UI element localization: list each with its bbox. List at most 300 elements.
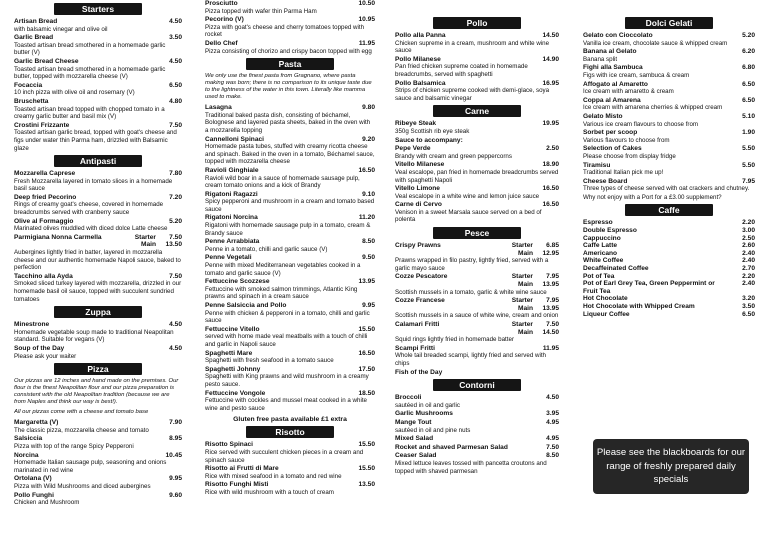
item-description: Chicken and Mushroom: [14, 499, 80, 507]
size-main-label: Main: [517, 328, 533, 336]
section-title-antipasti: Antipasti: [54, 155, 142, 167]
item-price: 8.50: [362, 238, 375, 246]
item-name: Fettuccine Vongole: [205, 389, 266, 397]
item-name: Cannelloni Spinaci: [205, 135, 264, 143]
item-name: Dello Chef: [205, 39, 238, 47]
menu-item: [14, 321, 182, 344]
item-name: Deep fried Pecorino: [14, 193, 77, 201]
menu-item: [395, 32, 559, 55]
item-name: Prosciutto: [205, 0, 238, 7]
menu-column-2: [205, 0, 375, 497]
item-name: Soup of the Day: [14, 344, 65, 352]
menu-item: [14, 273, 182, 303]
menu-item: [14, 122, 182, 152]
item-name: Rigatoni Ragazzi: [205, 190, 258, 198]
item-price: 9.50: [362, 254, 375, 262]
menu-item: [14, 18, 182, 33]
menu-column-4: [583, 0, 755, 318]
section-title-contorni: Contorni: [433, 379, 521, 391]
menu-item: [395, 273, 559, 296]
item-description: Fettuccine with cockles and mussel meat cooked in a white wine and pesto sauce: [205, 397, 367, 412]
item-description: Homemade vegetable soup made to traditional Neapolitan standard. Suitable for vegans (V): [14, 328, 174, 344]
section-title-zuppa: Zuppa: [54, 306, 142, 318]
menu-item: [205, 167, 375, 190]
item-price: 4.50: [169, 344, 182, 352]
menu-column-3: [395, 0, 559, 476]
item-description: Venison in a sweet Marsala sauce served on a bed of polenta: [395, 208, 542, 224]
drink-name: Caffe Latte: [583, 242, 618, 250]
drink-name: Liqueur Coffee: [583, 310, 630, 318]
item-description: Rice with wild mushroom with a touch of cream: [205, 488, 334, 496]
item-description: Chicken supreme in a cream, mushroom and white wine sauce: [395, 39, 550, 55]
item-name: Fettuccine Scozzese: [205, 278, 270, 286]
menu-item: [395, 137, 559, 145]
menu-item: [205, 238, 375, 253]
menu-item: [395, 297, 559, 320]
item-price: 8.95: [169, 435, 182, 443]
item-description: Whole tail breaded scampi, lightly fried and served with chips: [395, 352, 546, 367]
item-name: Rigatoni Norcina: [205, 214, 258, 222]
drink-item: [583, 273, 755, 281]
item-description: Penne with chicken & pepperoni in a tomato, chilli and garlic sauce: [205, 309, 370, 325]
drink-price: 2.20: [742, 219, 755, 227]
menu-item: [395, 394, 559, 409]
item-price: 6.20: [742, 48, 755, 56]
drink-name: Hot Chocolate: [583, 295, 628, 303]
item-price: 6.50: [169, 81, 182, 89]
item-price: 9.95: [169, 475, 182, 483]
item-price: 3.50: [169, 34, 182, 42]
item-price: 11.95: [358, 39, 375, 47]
menu-item: [205, 278, 375, 301]
drink-item: [583, 257, 755, 265]
menu-item: [395, 56, 559, 79]
menu-item: [583, 178, 755, 193]
item-price: 7.95: [742, 177, 755, 185]
item-price: 16.50: [358, 349, 375, 357]
item-price: 9.10: [362, 190, 375, 198]
price-starter: 6.85: [546, 242, 559, 250]
item-description: Smoked sliced turkey layered with mozzarella, drizzled in our homemade basil oil sauce, topped with succulent sundried tomatoes: [14, 280, 182, 303]
item-description: Prawns wrapped in filo pastry, lightly fried, served with a garlic mayo sauce: [395, 257, 549, 272]
price-starter: 7.50: [169, 233, 182, 241]
item-name: Coppa al Amarena: [583, 96, 641, 104]
menu-item: [395, 321, 559, 344]
section-title-dolci: Dolci Gelati: [625, 17, 713, 29]
item-name: Pollo Balsamica: [395, 79, 446, 87]
menu-item: [395, 435, 559, 443]
price-main: 14.50: [542, 328, 559, 336]
item-name: Gelato con Cioccolato: [583, 32, 653, 39]
blackboard-notice: Please see the blackboards for our range of freshly prepared daily specials: [593, 439, 749, 494]
item-name: Garlic Bread Cheese: [14, 57, 79, 65]
item-name: Ortolana (V): [14, 475, 52, 483]
menu-item: [583, 145, 755, 160]
item-description: Veal escalope, pan fried in homemade breadcrumbs served with spaghetti Napoli: [395, 168, 559, 184]
item-description: Marinated olives muddled with diced dolce Latte cheese: [14, 225, 168, 233]
size-starter-label: Starter: [134, 233, 156, 241]
item-price: 5.10: [742, 112, 755, 120]
menu-item: [14, 475, 182, 490]
item-price: 5.20: [742, 32, 755, 39]
menu-item: [205, 350, 375, 365]
item-description: Toasted artisan bread smothered in a homemade garlic butter, topped with mozzarella cheese (V): [14, 65, 166, 81]
item-price: 4.50: [169, 57, 182, 65]
item-description: Vanilla ice cream, chocolate sauce & whipped cream: [583, 39, 728, 47]
item-price: 6.50: [742, 80, 755, 88]
drink-item: [583, 295, 755, 303]
item-price: 16.50: [542, 201, 559, 209]
item-name: Garlic Bread: [14, 34, 54, 42]
item-description: Ice cream with amarena cherries & whipped cream: [583, 104, 723, 112]
item-price: 14.90: [542, 55, 559, 63]
menu-item: [205, 302, 375, 325]
item-description: Scottish mussels in a tomato, garlic & white wine sauce: [395, 288, 547, 296]
size-main-label: Main: [140, 241, 156, 249]
item-price: 7.90: [169, 419, 182, 427]
item-name: Crispy Prawns: [395, 242, 441, 250]
section-title-pasta: Pasta: [246, 58, 334, 70]
item-name: Focaccia: [14, 81, 43, 89]
size-main-label: Main: [517, 281, 533, 289]
menu-item: [14, 82, 182, 97]
item-price: 15.50: [358, 325, 375, 333]
item-description: Aubergines lightly fried in batter, layered in mozzarella cheese and our authentic homemade Napoli sauce, baked to perfection: [14, 249, 181, 272]
drink-name: Pot of Tea: [583, 272, 615, 280]
item-description: Please choose from display fridge: [583, 152, 676, 160]
item-description: Toasted artisan garlic bread, topped with goat's cheese and figs under water thin Parma ham, drizzled with Balsamic glaze: [14, 129, 177, 152]
item-description: Ice cream with amaretto & cream: [583, 88, 674, 96]
menu-item: [205, 191, 375, 214]
item-description: Various flavours to choose from: [583, 136, 670, 144]
item-name: Ravioli Ginghiale: [205, 166, 259, 174]
menu-item: [205, 0, 375, 15]
item-name: Cozze Francese: [395, 297, 445, 305]
menu-item: [14, 435, 182, 450]
item-price: 7.50: [169, 121, 182, 129]
item-name: Crostini Frizzante: [14, 121, 70, 129]
item-name: Sorbet per scoop: [583, 129, 638, 137]
size-main-label: Main: [517, 249, 533, 257]
item-description: Three types of cheese served with oat crackers and chutney.: [583, 185, 750, 193]
item-price: 17.50: [358, 365, 375, 373]
menu-item: [205, 326, 375, 349]
price-starter: 7.95: [546, 273, 559, 281]
menu-item: [583, 32, 755, 47]
item-description: Pizza topped with wafer thin Parma Ham: [205, 7, 317, 15]
drink-name: Decaffeinated Coffee: [583, 265, 649, 273]
item-description: Pizza with goat's cheese and cherry tomatoes topped with rocket: [205, 23, 365, 39]
size-starter-label: Starter: [511, 321, 533, 328]
item-price: 7.20: [169, 193, 182, 201]
drink-name: Hot Chocolate with Whipped Cream: [583, 303, 695, 310]
menu-item: [14, 218, 182, 233]
item-description: Rings of creamy goat's cheese, covered in homemade breadcrumbs served with cranberry sauce: [14, 201, 164, 217]
menu-item: [395, 444, 559, 452]
menu-item: [205, 254, 375, 277]
menu-item: [395, 369, 559, 377]
item-description: Traditional baked pasta dish, consisting of béchamel, Bolognese and layered pasta sheets, baked in the oven with a mozzarella topping: [205, 111, 371, 134]
item-description: Rigatoni with homemade sausage pulp in a tomato, cream & Brandy sauce: [205, 222, 371, 237]
item-description: Squid rings lightly fried in homemade batter: [395, 336, 515, 344]
menu-item: [14, 492, 182, 507]
menu-item: [583, 162, 755, 177]
menu-item: [14, 345, 182, 360]
item-price: 13.95: [358, 278, 375, 286]
item-description: Fresh Mozzarella layered in tomato slices in a homemade basil sauce: [14, 177, 173, 193]
item-description: 350g Scottish rib eye steak: [395, 127, 470, 135]
menu-item: [395, 345, 559, 368]
item-price: 6.50: [742, 96, 755, 104]
item-price: 9.80: [362, 104, 375, 112]
section-title-caffe: Caffe: [625, 204, 713, 216]
size-starter-label: Starter: [511, 242, 533, 250]
item-price: 10.95: [358, 16, 375, 24]
item-description: Spaghetti with fresh seafood in a tomato sauce: [205, 357, 334, 365]
menu-item: [205, 40, 375, 55]
item-description: Penne with mixed Mediterranean vegetables cooked in a tomato and garlic sauce (V): [205, 262, 361, 277]
item-name: Selection of Cakes: [583, 145, 642, 153]
item-price: 4.95: [546, 418, 559, 426]
menu-item: [583, 113, 755, 128]
item-name: Salsiccia: [14, 435, 43, 443]
drink-price: 2.50: [742, 234, 755, 242]
drink-name: Pot of Earl Grey Tea, Green Peppermint or Fruit Tea: [583, 280, 715, 295]
item-name: Norcina: [14, 451, 39, 459]
menu-item: [205, 16, 375, 39]
drink-name: Cappuccino: [583, 234, 621, 242]
item-description: Strips of chicken supreme cooked with demi-glace, soya sauce and balsamic vinegar: [395, 87, 550, 102]
item-description: Traditional Italian pick me up!: [583, 169, 664, 177]
item-description: Figs with ice cream, sambuca & cream: [583, 71, 690, 79]
menu-item: [395, 242, 559, 272]
item-description: Scottish mussels in a sauce of white wine, cream and onion: [395, 312, 559, 320]
item-price: 11.20: [358, 214, 375, 222]
menu-item: [14, 234, 182, 272]
item-price: 2.50: [546, 145, 559, 153]
menu-item: [395, 161, 559, 184]
item-price: 1.90: [742, 129, 755, 137]
item-price: 19.95: [542, 120, 559, 128]
item-name: Minestrone: [14, 321, 50, 329]
drink-item: [583, 235, 755, 243]
item-name: Risotto ai Frutti di Mare: [205, 465, 279, 473]
menu-item: [14, 419, 182, 434]
drink-price: 2.40: [742, 249, 755, 257]
item-description: with balsamic vinegar and olive oil: [14, 25, 108, 33]
item-name: Pollo Milanese: [395, 55, 441, 63]
drink-price: 6.50: [742, 310, 755, 318]
item-name: Garlic Mushrooms: [395, 410, 453, 418]
item-name: Sauce to accompany:: [395, 136, 463, 144]
menu-item: [583, 97, 755, 112]
section-title-starters: Starters: [54, 3, 142, 15]
item-description: Pizza with top of the range Spicy Pepperoni: [14, 442, 134, 450]
item-name: Tiramisu: [583, 161, 611, 169]
item-description: Ravioli wild boar in a sauce of homemade sausage pulp, cream tomato onions and a kick of Brandy: [205, 174, 360, 190]
item-price: 14.50: [542, 32, 559, 39]
item-description: Spicy pepperoni and mushroom in a cream and tomato based sauce: [205, 198, 375, 213]
section-title-pollo: Pollo: [433, 17, 521, 29]
item-name: Lasagna: [205, 104, 232, 112]
menu-item: [395, 185, 559, 200]
item-name: Cozze Pescatore: [395, 273, 448, 281]
item-description: served with home made veal meatballs with a touch of chilli and garlic in Napoli sauce: [205, 333, 368, 348]
item-name: Fighi alla Sambuca: [583, 64, 643, 72]
item-description: sautéed in oil and garlic: [395, 401, 461, 409]
drink-price: 3.20: [742, 295, 755, 303]
item-price: 6.80: [742, 64, 755, 72]
drink-name: Espresso: [583, 219, 613, 227]
gluten-free-note: Gluten free pasta available £1 extra: [233, 416, 347, 424]
menu-item: [14, 170, 182, 193]
menu-item: [205, 481, 375, 496]
item-price: 4.50: [169, 321, 182, 329]
item-name: Gelato Misto: [583, 112, 623, 120]
item-description: Various ice cream flavours to choose from: [583, 120, 699, 128]
item-name: Fish of the Day: [395, 368, 443, 376]
item-name: Mixed Salad: [395, 435, 434, 443]
item-price: 8.50: [546, 452, 559, 460]
item-name: Parmigiana Nonna Carmella: [14, 233, 102, 241]
menu-item: [583, 129, 755, 144]
item-description: Rice served with succulent chicken pieces in a cream and spinach sauce: [205, 448, 364, 464]
menu-item: [395, 452, 559, 475]
item-name: Pollo Funghi: [14, 491, 54, 499]
drink-item: [583, 311, 755, 319]
drink-item: [583, 242, 755, 250]
item-name: Pollo alla Panna: [395, 32, 446, 39]
menu-item: [14, 34, 182, 57]
item-name: Affogato al Amaretto: [583, 80, 648, 88]
drink-price: 2.40: [742, 257, 755, 265]
drink-item: [583, 219, 755, 227]
size-starter-label: Starter: [511, 273, 533, 281]
item-price: 10.45: [165, 451, 182, 459]
item-name: Bruschetta: [14, 97, 49, 105]
item-description: Pizza consisting of chorizo and crispy bacon topped with egg: [205, 47, 372, 55]
item-description: Veal escalope in a white wine and lemon juice sauce: [395, 192, 540, 200]
item-description: Toasted artisan bread topped with chopped tomato in a creamy garlic butter and basil mix (V): [14, 105, 165, 121]
item-name: Vitello Milanese: [395, 161, 445, 169]
item-description: Pan fried chicken supreme coated in homemade breadcrumbs, served with spaghetti: [395, 63, 528, 78]
item-price: 16.95: [542, 79, 559, 87]
item-name: Calamari Fritti: [395, 321, 440, 328]
menu-item: [205, 441, 375, 464]
menu-item: [395, 80, 559, 103]
drink-name: Americano: [583, 249, 618, 257]
item-price: 3.95: [546, 410, 559, 418]
item-description: Please ask your waiter: [14, 352, 77, 360]
item-name: Scampi Fritti: [395, 344, 435, 352]
item-description: Homemade Italian sausage pulp, seasoning and onions marinated in red wine: [14, 459, 167, 474]
item-name: Rocket and shaved Parmesan Salad: [395, 443, 508, 451]
item-price: 18.50: [358, 389, 375, 397]
item-name: Fettuccine Vitello: [205, 325, 260, 333]
menu-item: [205, 104, 375, 134]
item-price: 13.50: [358, 481, 375, 489]
menu-column-1: [14, 0, 182, 508]
price-main: 13.50: [165, 241, 182, 249]
item-name: Penne Vegetali: [205, 254, 252, 262]
item-description: Banana split: [583, 55, 618, 63]
item-name: Pepe Verde: [395, 145, 431, 153]
item-name: Risotto Spinaci: [205, 441, 253, 449]
item-price: 16.50: [542, 185, 559, 193]
item-description: Why not enjoy with a Port for a £3.00 supplement?: [583, 193, 722, 201]
item-name: Broccoli: [395, 394, 422, 402]
item-price: 11.95: [542, 344, 559, 352]
drink-item: [583, 265, 755, 273]
item-price: 4.95: [546, 435, 559, 443]
menu-item: [14, 98, 182, 121]
pasta-note: We only use the finest pasta from Gragnano, where pasta making was born; there is no comparison to its unique taste due to the lightness of the water in this town. Literally like mamma used to make.: [205, 73, 372, 101]
item-price: 7.50: [546, 443, 559, 451]
item-description: Homemade pasta tubes, stuffed with creamy ricotta cheese and spinach. Baked in the oven in a tomato, Béchamel sauce, topped with mozzarella cheese: [205, 143, 375, 166]
item-price: 16.50: [358, 166, 375, 174]
item-price: 4.50: [169, 18, 182, 25]
size-starter-label: Starter: [511, 297, 533, 305]
drink-item: [583, 227, 755, 235]
menu-item: [395, 145, 559, 160]
item-name: Margaretta (V): [14, 419, 59, 427]
item-name: Vitello Limone: [395, 185, 440, 193]
price-starter: 7.50: [546, 321, 559, 328]
drink-item: [583, 303, 755, 311]
item-name: Penne Salsiccia and Pollo: [205, 302, 287, 309]
item-name: Artisan Bread: [14, 18, 58, 25]
item-name: Ceaser Salad: [395, 452, 437, 460]
drink-name: White Coffee: [583, 257, 624, 265]
menu-item: [14, 58, 182, 81]
item-name: Ribeye Steak: [395, 120, 437, 128]
item-name: Penne Arrabbiata: [205, 238, 260, 246]
drink-name: Double Espresso: [583, 227, 637, 235]
item-price: 9.95: [362, 302, 375, 309]
pizza-base-note: All our pizzas come with a cheese and tomato base: [14, 409, 149, 416]
item-name: Spaghetti Johnny: [205, 365, 261, 373]
item-price: 15.50: [358, 465, 375, 473]
price-main: 13.95: [542, 281, 559, 289]
drink-price: 2.60: [742, 242, 755, 250]
menu-item: [205, 136, 375, 166]
drink-item: [583, 280, 755, 295]
menu-item: [205, 390, 375, 413]
menu-item: [395, 419, 559, 434]
menu-item: [583, 194, 755, 202]
menu-item: [205, 366, 375, 389]
item-name: Banana al Gelato: [583, 48, 637, 56]
menu-item: [205, 465, 375, 480]
item-description: Spaghetti with King prawns and wild mushroom in a creamy pesto sauce.: [205, 373, 369, 388]
pizza-note: Our pizzas are 12 inches and hand made on the premises. Our flour is the finest Neapolitan flour and our pizza preparation is consistent with the old Neapolitan tradition (because we are from Naples and think our way is best!).: [14, 378, 179, 406]
item-description: Brandy with cream and green peppercorns: [395, 152, 512, 160]
item-name: Cheese Board: [583, 177, 628, 185]
item-price: 10.50: [358, 0, 375, 7]
item-price: 5.20: [169, 217, 182, 225]
item-name: Mozzarella Caprese: [14, 170, 76, 178]
item-description: Penne in a tomato, chilli and garlic sauce (V): [205, 245, 328, 253]
item-name: Carne di Cervo: [395, 201, 442, 209]
item-description: The classic pizza, mozzarella cheese and tomato: [14, 426, 149, 434]
price-main: 12.95: [542, 249, 559, 257]
item-name: Risotto Funghi Misti: [205, 481, 269, 489]
menu-item: [395, 410, 559, 418]
section-title-pizza: Pizza: [54, 363, 142, 375]
section-title-risotto: Risotto: [246, 426, 334, 438]
item-name: Spaghetti Mare: [205, 349, 253, 357]
item-description: sautéed in oil and pine nuts: [395, 426, 471, 434]
